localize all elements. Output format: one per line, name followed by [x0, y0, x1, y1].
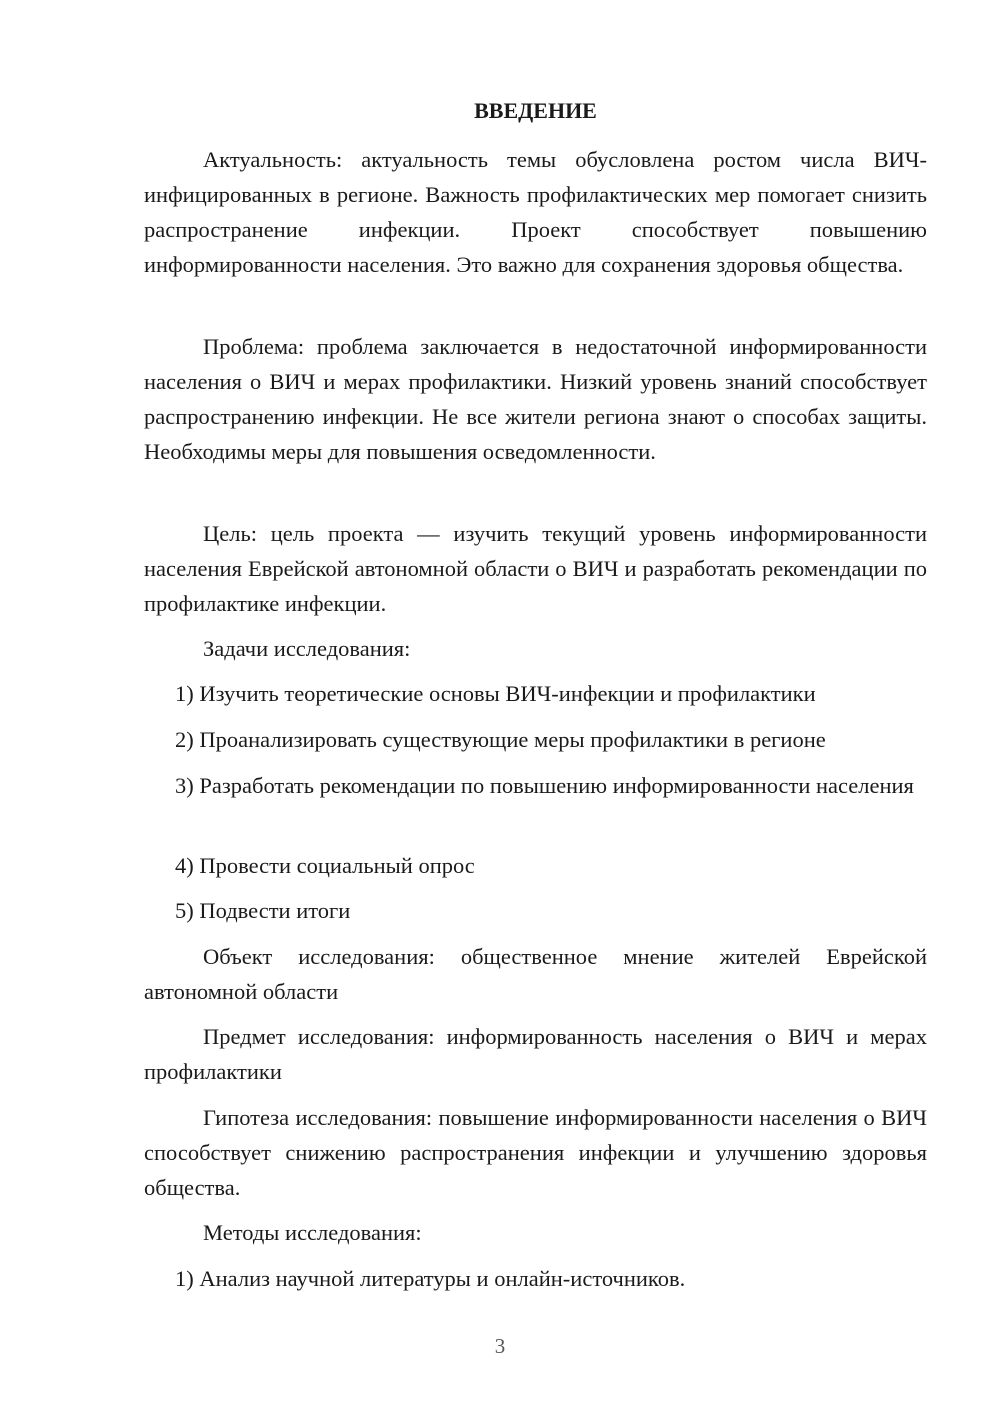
section-title: ВВЕДЕНИЕ — [474, 98, 597, 123]
task-item-2: 2) Проанализировать существующие меры профилактики в регионе — [175, 727, 826, 752]
methods-heading: Методы исследования: — [203, 1220, 422, 1245]
task-item-5: 5) Подвести итоги — [175, 898, 351, 923]
task-item-1: 1) Изучить теоретические основы ВИЧ-инфекции и профилактики — [175, 681, 816, 706]
paragraph-hypothesis: Гипотеза исследования: повышение информированности населения о ВИЧ способствует снижению распространения инфекции и улучшению здоровья общества. — [144, 1105, 927, 1200]
paragraph-relevance: Актуальность: актуальность темы обусловлена ростом числа ВИЧ-инфицированных в регионе. Важность профилактических мер помогает снизить распространение инфекции. Проект способствует повышению информированности населения. Это важно для сохранения здоровья общества. — [144, 147, 927, 277]
paragraph-object: Объект исследования: общественное мнение жителей Еврейской автономной области — [144, 944, 927, 1004]
paragraph-subject: Предмет исследования: информированность населения о ВИЧ и мерах профилактики — [144, 1024, 927, 1084]
tasks-heading: Задачи исследования: — [203, 636, 411, 661]
task-item-3: 3) Разработать рекомендации по повышению информированности населения — [175, 773, 914, 798]
paragraph-goal: Цель: цель проекта — изучить текущий уровень информированности населения Еврейской автономной области о ВИЧ и разработать рекомендации по профилактике инфекции. — [144, 521, 927, 616]
method-item-1: 1) Анализ научной литературы и онлайн-источников. — [175, 1266, 686, 1291]
paragraph-problem: Проблема: проблема заключается в недостаточной информированности населения о ВИЧ и мерах профилактики. Низкий уровень знаний способствует распространению инфекции. Не все жители региона знают о способах защиты. Необходимы меры для повышения осведомленности. — [144, 334, 927, 464]
page-number: 3 — [494, 1334, 506, 1358]
task-item-4: 4) Провести социальный опрос — [175, 853, 475, 878]
